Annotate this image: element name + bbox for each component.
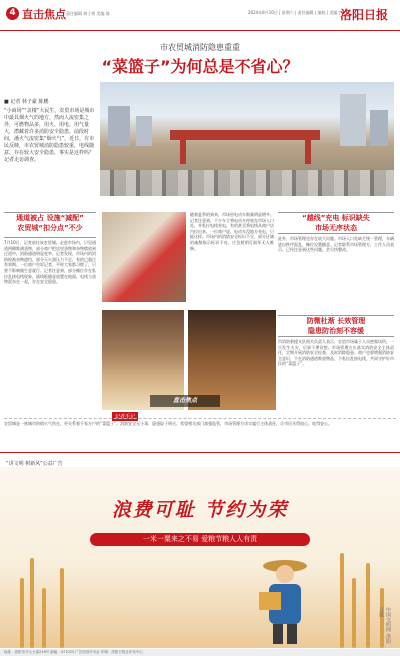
subhead-3 xyxy=(278,315,394,337)
section-divider xyxy=(0,452,400,453)
article-kicker: 市农贸城消防隐患重重 xyxy=(160,43,240,52)
ad-tag: “讲文明 树新风”公益广告 xyxy=(6,461,63,467)
footer-bar: 地址：洛阳市开元大道218号 邮编：471023 广告经营许可证 印刷：洛阳日报社印务中心 xyxy=(0,649,400,656)
editors-line: 责任编辑 林子豪 美编 陈 xyxy=(66,11,110,16)
subhead-1-text: 通道被占 设施“减配” 农贸城“扣分点”不少 xyxy=(16,214,84,232)
reporter-byline: ■ 记者 林子豪 陈鹏 xyxy=(4,99,49,105)
intro-panel xyxy=(4,98,98,200)
article-headline: “菜篮子”为何总是不省心？ xyxy=(101,57,299,76)
section-number-badge: 4 xyxy=(6,7,19,20)
ad-title: 浪费可耻 节约为荣 xyxy=(111,499,289,521)
editor-note: 农贸城是一座城市的烟火气所在，更关系着千家万户的“菜篮子”。消防安全无小事，隐患险于明火。希望相关部门加强监管，市场管理方切实履行主体责任，让市民买得放心、吃得安心。 xyxy=(4,418,396,445)
market-gate-photo xyxy=(100,82,394,196)
body-column-3: 随着夏季的到来，市场里电动车数量明显增多。记者注意到，不少车主将电动车停放在市场入口处，并私拉电线充电，有的甚至将电线从商户店内拉出来。一位商户说，电动车没地方充电，只能这样。市场内的消防安全标识不全，部分区域的疏散指示标识不亮，应急照明灯损坏无人维修。 xyxy=(190,212,274,251)
intro-text: “小商场”“盖楼”大民生，农贸市场是城市中最具烟火气的地方，然而人流密集之外，可燃物品多，用火、用电、用气量大，潜藏着许多消防安全隐患。前段时间，潘火气流密集“烟火气”，近日，有市民反映，市农贸城消防隐患较重，电线随意、存在较大安全隐患，事实是这样吗？记者走访调查。 xyxy=(4,108,95,163)
photo-wordmark: 直击焦点 xyxy=(150,395,220,407)
ad-slogan: 一米一粟来之不易 爱粮节粮人人有责 xyxy=(90,533,310,546)
subhead-2-text: “越线”充电 标识缺失 市场无序状态 xyxy=(302,214,370,232)
subhead-3-text: 防微杜渐 长效管理 隐患防治刻不容缓 xyxy=(306,317,366,335)
ad-vertical-credit: 中国文明网 洛阳日报 xyxy=(378,607,391,644)
body-column-5: 市消防救援支队相关负责人表示，农贸市场属于人员密集场所，一旦发生火灾，后果不堪设想。市场管理方应落实消防安全主体责任，定期开展消防安全检查，及时消除隐患。商户也要增强消防安全意识，不在消防通道堆放物品，不私拉乱接电线，共同守护好市民的“菜篮子”。 xyxy=(278,339,394,367)
date-line: 2024年8月10日 | 星期六 | 责任编辑 | 编校 | 美编 | 校对 xyxy=(248,10,350,15)
newspaper-logo: 洛阳日报 xyxy=(340,8,389,22)
public-service-ad xyxy=(0,467,400,648)
section-title: 直击焦点 xyxy=(22,8,66,21)
body-column-4: 此外，市场管理也存在较大问题。市场入口处缺乏统一管理，车辆进出秩序混乱，摊位设置随意。记者联系市场管理方，工作人员表示，已经注意到这些问题，会尽快整改。 xyxy=(278,236,394,253)
body-column-1: 7月10日，记者前往该农贸城。走进市场内，只见通道两侧堆满货物，部分商户把店里货物和杂物摆放到过道中，消防通道明显变窄。记者发现，市场内的消防栓被杂物遮挡，部分灭火器压力不足，有的已超过有效期。一位商户告诉记者，平时大家都习惯了，只要不影响做生意就行。记者注意到，部分摊位存在私拉乱接电线现象，插线板随意放置在地面，电线与货物混杂在一起，存在安全隐患。 xyxy=(4,240,96,285)
subhead-1 xyxy=(4,212,96,238)
subhead-2 xyxy=(278,212,394,234)
inspectors-photo xyxy=(102,212,186,302)
farmer-illustration xyxy=(255,552,315,644)
photo-caption: 记者手记 xyxy=(112,412,138,421)
